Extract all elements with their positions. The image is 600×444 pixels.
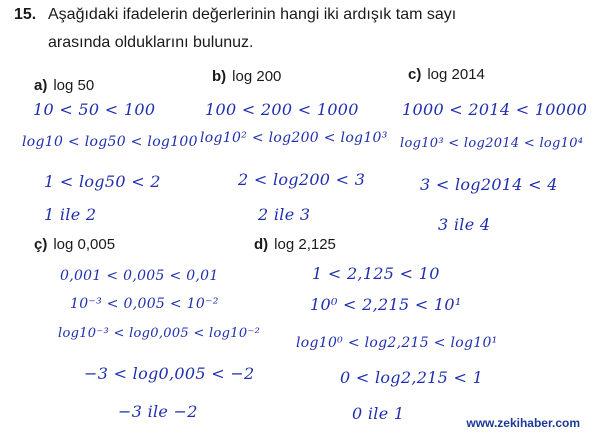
part-d-label — [254, 236, 336, 253]
part-a-expression: log 50 — [53, 77, 95, 94]
part-cc-step-5: −3 ile −2 — [118, 402, 198, 421]
question-text-line-2: arasında olduklarını bulunuz. — [48, 34, 254, 51]
part-cc-letter: ç) — [34, 236, 48, 253]
part-d-letter: d) — [254, 236, 269, 253]
part-b-label — [212, 68, 281, 85]
part-cc-label — [34, 236, 115, 253]
question-number: 15. — [14, 6, 37, 23]
part-c-step-3: 3 < log2014 < 4 — [420, 175, 558, 194]
part-a-step-1: 10 < 50 < 100 — [33, 100, 156, 119]
part-cc-step-2: 10⁻³ < 0,005 < 10⁻² — [70, 296, 219, 312]
part-c-expression: log 2014 — [427, 66, 485, 83]
part-b-step-3: 2 < log200 < 3 — [238, 170, 366, 189]
part-cc-step-3: log10⁻³ < log0,005 < log10⁻² — [58, 326, 261, 341]
part-d-step-4: 0 < log2,215 < 1 — [340, 368, 484, 387]
part-a-letter: a) — [34, 77, 48, 94]
part-d-step-1: 1 < 2,125 < 10 — [312, 264, 440, 283]
part-a-step-2: log10 < log50 < log100 — [22, 134, 198, 150]
part-b-letter: b) — [212, 68, 227, 85]
part-c-label — [408, 66, 485, 83]
part-cc-step-4: −3 < log0,005 < −2 — [84, 364, 255, 383]
part-cc-step-1: 0,001 < 0,005 < 0,01 — [60, 268, 219, 284]
part-b-step-2: log10² < log200 < log10³ — [200, 130, 388, 146]
part-b-expression: log 200 — [232, 68, 282, 85]
part-cc-expression: log 0,005 — [53, 236, 116, 253]
site-watermark: www.zekihaber.com — [466, 416, 580, 430]
part-d-expression: log 2,125 — [274, 236, 336, 253]
part-a-step-3: 1 < log50 < 2 — [44, 172, 161, 191]
part-c-letter: c) — [408, 66, 422, 83]
question-text-line-1: Aşağıdaki ifadelerin değerlerinin hangi iki ardışık tam sayı — [48, 6, 457, 23]
part-c-step-1: 1000 < 2014 < 10000 — [402, 100, 588, 119]
part-c-step-4: 3 ile 4 — [438, 215, 491, 234]
part-c-step-2: log10³ < log2014 < log10⁴ — [400, 136, 584, 151]
part-d-step-5: 0 ile 1 — [352, 404, 405, 423]
part-a-step-4: 1 ile 2 — [44, 205, 97, 224]
part-a-label — [34, 77, 94, 94]
part-d-step-2: 10⁰ < 2,215 < 10¹ — [310, 295, 462, 314]
part-b-step-1: 100 < 200 < 1000 — [205, 100, 359, 119]
part-d-step-3: log10⁰ < log2,215 < log10¹ — [296, 335, 498, 351]
part-b-step-4: 2 ile 3 — [258, 205, 311, 224]
